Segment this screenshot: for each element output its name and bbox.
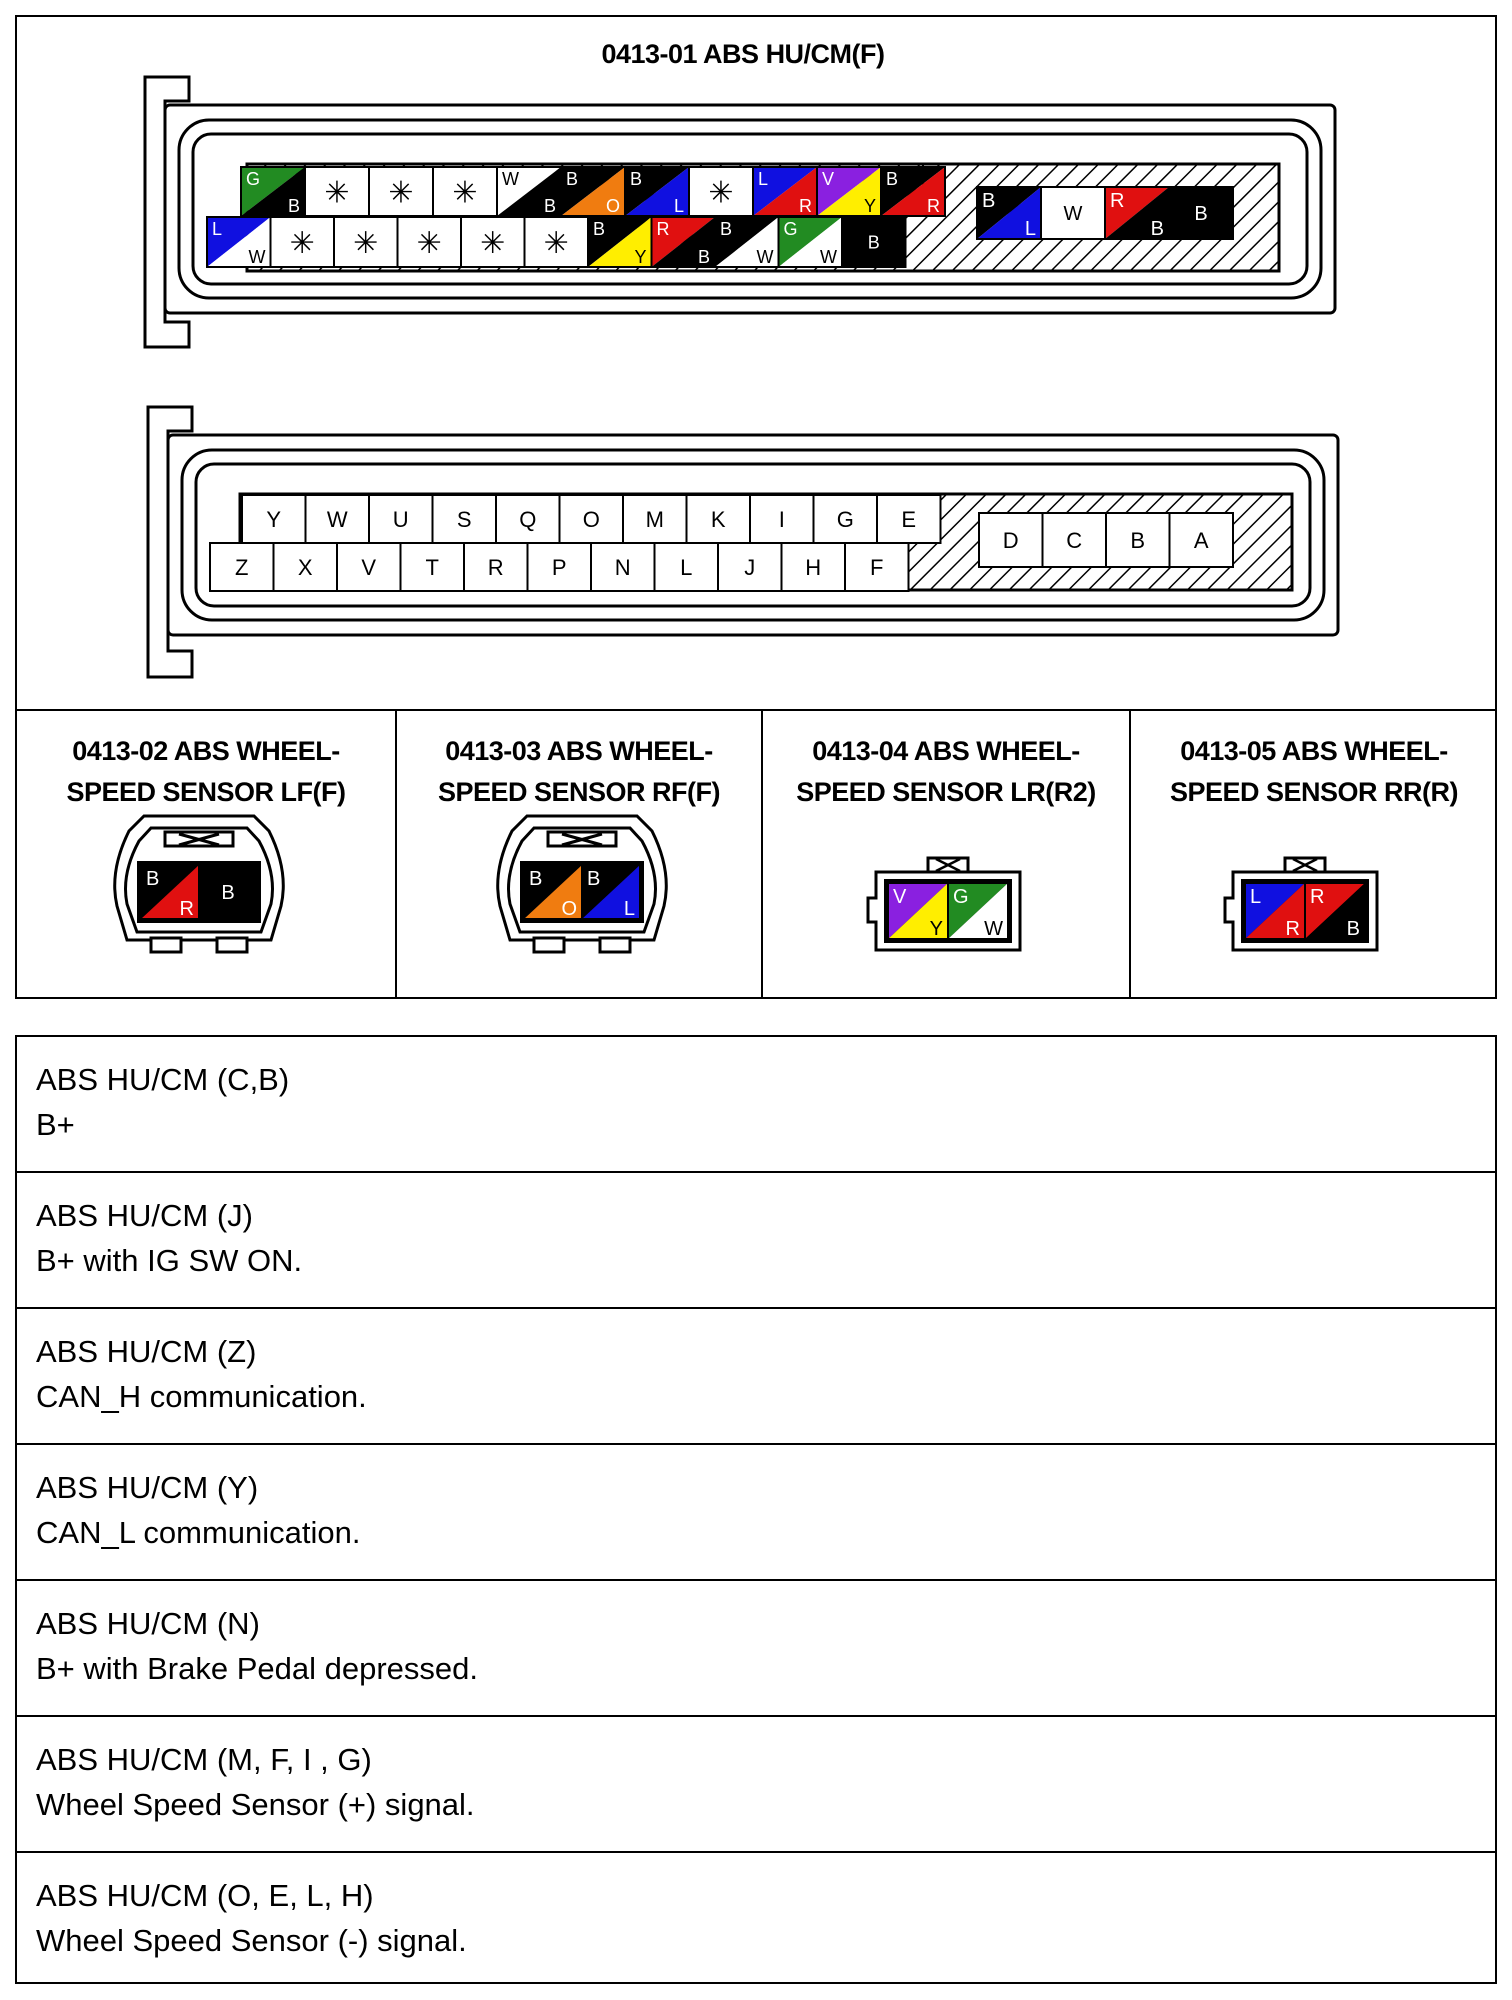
wire-color-label: L bbox=[623, 898, 635, 920]
wire-color-label: B bbox=[630, 169, 643, 189]
pin-letter: J bbox=[744, 555, 756, 580]
sensor-rr-cell bbox=[1129, 709, 1497, 999]
desc-text: B+ with IG SW ON. bbox=[36, 1243, 303, 1278]
unused-pin-mark: ✳ bbox=[324, 176, 350, 210]
pin-letter: R bbox=[487, 555, 504, 580]
wire-cell bbox=[1105, 187, 1169, 240]
wire-color-label: V bbox=[822, 169, 835, 189]
pin-letter: X bbox=[297, 555, 313, 580]
wire-cell bbox=[689, 167, 753, 216]
pin-letter: B bbox=[1130, 528, 1146, 553]
wire-color-label: L bbox=[758, 169, 769, 189]
pin-letter: S bbox=[456, 507, 472, 532]
wire-color-label: R bbox=[927, 196, 940, 216]
wire-cell bbox=[1305, 883, 1365, 940]
wire-cell bbox=[241, 167, 305, 216]
desc-row bbox=[17, 1309, 1495, 1445]
desc-pins: ABS HU/CM (M, F, I , G) bbox=[36, 1742, 372, 1777]
wire-cell bbox=[652, 217, 716, 267]
wire-cell bbox=[779, 217, 843, 267]
wire-color-label: L bbox=[1250, 886, 1262, 908]
wire-color-label: Y bbox=[634, 247, 647, 267]
pin-cell bbox=[242, 495, 306, 543]
pin-letter: Y bbox=[266, 507, 282, 532]
wire-color-label: L bbox=[673, 196, 684, 216]
unused-pin-mark: ✳ bbox=[353, 227, 379, 260]
pin-letter: N bbox=[614, 555, 631, 580]
desc-row bbox=[17, 1717, 1495, 1853]
wire-color-label: O bbox=[561, 898, 577, 920]
sensor-rf-cell bbox=[395, 709, 761, 999]
pin-cell bbox=[337, 543, 401, 591]
pin-cell bbox=[687, 495, 751, 543]
wire-cell bbox=[888, 883, 948, 940]
wire-cell bbox=[271, 217, 335, 267]
wire-color-label: B bbox=[221, 882, 235, 904]
desc-row bbox=[17, 1037, 1495, 1173]
wire-color-label: W bbox=[756, 247, 774, 267]
pin-letter: E bbox=[901, 507, 917, 532]
unused-pin-mark: ✳ bbox=[452, 176, 478, 210]
pin-cell bbox=[464, 543, 528, 591]
sensor-rf-connector bbox=[397, 711, 763, 999]
pin-cell bbox=[369, 495, 433, 543]
wire-color-label: R bbox=[656, 219, 670, 239]
wire-color-label: O bbox=[605, 196, 620, 216]
wire-color-label: B bbox=[587, 868, 601, 890]
pin-cell bbox=[210, 543, 274, 591]
pin-letter: T bbox=[425, 555, 439, 580]
wire-color-label: B bbox=[867, 232, 880, 253]
pin-cell bbox=[1170, 513, 1234, 567]
wire-cell bbox=[433, 167, 497, 216]
main-connector-title: 0413-01 ABS HU/CM(F) bbox=[601, 39, 885, 69]
wire-cell bbox=[1245, 883, 1305, 940]
pin-cell bbox=[496, 495, 560, 543]
wire-color-label: R bbox=[1285, 918, 1300, 940]
wire-color-label: G bbox=[783, 219, 798, 239]
pin-cell bbox=[979, 513, 1043, 567]
wire-cell bbox=[461, 217, 525, 267]
unused-pin-mark: ✳ bbox=[543, 227, 569, 260]
pin-cell bbox=[845, 543, 909, 591]
wire-color-label: W bbox=[820, 247, 837, 267]
wire-color-label: B bbox=[886, 169, 899, 189]
wire-color-label: W bbox=[248, 247, 266, 267]
wire-color-label: V bbox=[893, 886, 907, 908]
sensor-rf-title: 0413-03 ABS WHEEL- SPEED SENSOR RF(F) bbox=[437, 736, 721, 807]
pin-cell bbox=[401, 543, 465, 591]
wire-cell bbox=[588, 217, 652, 267]
wire-cell bbox=[715, 217, 779, 267]
wire-cell bbox=[881, 167, 945, 216]
pin-cell bbox=[591, 543, 655, 591]
wire-color-label: B bbox=[1150, 218, 1164, 240]
sensor-lf-cell bbox=[17, 709, 395, 999]
wire-color-label: G bbox=[246, 169, 261, 189]
connector-panel bbox=[15, 15, 1497, 999]
wire-cell bbox=[625, 167, 689, 216]
pin-description-table bbox=[15, 1035, 1497, 1984]
desc-text: B+ with Brake Pedal depressed. bbox=[36, 1651, 479, 1686]
wire-color-label: Y bbox=[863, 196, 876, 216]
wire-cell bbox=[582, 865, 640, 920]
sensor-lf-connector bbox=[17, 711, 395, 999]
pin-letter: L bbox=[680, 555, 693, 580]
pin-letter: U bbox=[392, 507, 409, 532]
wire-color-label: L bbox=[1024, 218, 1036, 240]
unused-pin-mark: ✳ bbox=[388, 176, 414, 210]
wire-color-label: B bbox=[720, 219, 733, 239]
unused-pin-mark: ✳ bbox=[416, 227, 442, 260]
wire-cell bbox=[842, 217, 906, 267]
pin-cell bbox=[718, 543, 782, 591]
pin-letter: F bbox=[870, 555, 884, 580]
wire-color-label: W bbox=[502, 169, 519, 189]
pin-cell bbox=[750, 495, 814, 543]
wire-cell bbox=[948, 883, 1008, 940]
wire-cell bbox=[398, 217, 462, 267]
sensor-lr-cell bbox=[761, 709, 1129, 999]
desc-pins: ABS HU/CM (O, E, L, H) bbox=[36, 1878, 374, 1913]
desc-row bbox=[17, 1445, 1495, 1581]
pin-cell bbox=[877, 495, 941, 543]
wire-cell bbox=[141, 865, 199, 920]
pin-letter: K bbox=[710, 507, 726, 532]
wire-cell bbox=[524, 865, 582, 920]
pin-cell bbox=[782, 543, 846, 591]
wire-cell bbox=[561, 167, 625, 216]
wire-color-label: Y bbox=[929, 918, 943, 940]
wire-color-label: R bbox=[1110, 190, 1125, 212]
desc-pins: ABS HU/CM (Z) bbox=[36, 1334, 257, 1369]
pin-letter: Z bbox=[235, 555, 249, 580]
pin-letter: A bbox=[1193, 528, 1209, 553]
wire-color-label: B bbox=[1194, 203, 1208, 225]
wire-cell bbox=[1041, 187, 1105, 239]
wire-cell bbox=[1169, 187, 1233, 239]
sensor-lr-title: 0413-04 ABS WHEEL- SPEED SENSOR LR(R2) bbox=[796, 736, 1096, 807]
desc-row bbox=[17, 1853, 1495, 1982]
pin-cell bbox=[623, 495, 687, 543]
desc-pins: ABS HU/CM (C,B) bbox=[36, 1062, 290, 1097]
pin-letter: M bbox=[645, 507, 664, 532]
unused-pin-mark: ✳ bbox=[480, 227, 506, 260]
wire-color-label: B bbox=[543, 196, 556, 216]
unused-pin-mark: ✳ bbox=[289, 227, 315, 260]
wire-color-label: B bbox=[1346, 918, 1360, 940]
wire-color-label: B bbox=[593, 219, 606, 239]
wire-cell bbox=[497, 167, 561, 216]
pin-letter: H bbox=[805, 555, 822, 580]
pin-cell bbox=[1106, 513, 1170, 567]
pin-cell bbox=[528, 543, 592, 591]
pin-cell bbox=[1043, 513, 1107, 567]
wire-cell bbox=[207, 217, 271, 267]
pin-letter: Q bbox=[519, 507, 537, 532]
desc-text: CAN_L communication. bbox=[36, 1515, 361, 1550]
pin-letter: O bbox=[582, 507, 600, 532]
wire-color-label: B bbox=[529, 868, 543, 890]
desc-row bbox=[17, 1173, 1495, 1309]
wire-cell bbox=[334, 217, 398, 267]
wire-color-label: B bbox=[146, 868, 160, 890]
pin-letter: C bbox=[1066, 528, 1083, 553]
wire-color-label: L bbox=[212, 219, 223, 239]
pin-letter: P bbox=[551, 555, 567, 580]
wire-cell bbox=[369, 167, 433, 216]
connector-diagrams bbox=[17, 17, 1497, 709]
unused-pin-mark: ✳ bbox=[708, 176, 734, 210]
desc-text: Wheel Speed Sensor (-) signal. bbox=[36, 1923, 467, 1958]
sensor-lr-connector bbox=[763, 711, 1131, 999]
sensor-lf-title: 0413-02 ABS WHEEL- SPEED SENSOR LF(F) bbox=[66, 736, 346, 807]
wire-color-label: B bbox=[982, 190, 996, 212]
desc-text: B+ bbox=[36, 1107, 75, 1142]
wire-color-label: G bbox=[953, 886, 969, 908]
wire-color-label: R bbox=[179, 898, 194, 920]
pin-cell bbox=[433, 495, 497, 543]
wire-cell bbox=[977, 187, 1041, 240]
wire-cell bbox=[753, 167, 817, 216]
wire-color-label: B bbox=[566, 169, 579, 189]
pin-letter: D bbox=[1002, 528, 1019, 553]
wire-color-label: W bbox=[984, 918, 1003, 940]
pin-letter: V bbox=[361, 555, 377, 580]
wire-color-label: B bbox=[697, 247, 710, 267]
pin-cell bbox=[306, 495, 370, 543]
pin-cell bbox=[814, 495, 878, 543]
wire-color-label: B bbox=[287, 196, 300, 216]
wire-cell bbox=[305, 167, 369, 216]
wire-color-label: R bbox=[799, 196, 812, 216]
sensor-rr-title: 0413-05 ABS WHEEL- SPEED SENSOR RR(R) bbox=[1169, 736, 1459, 807]
pin-cell bbox=[274, 543, 338, 591]
pin-cell bbox=[655, 543, 719, 591]
pin-letter: W bbox=[326, 507, 348, 532]
desc-pins: ABS HU/CM (J) bbox=[36, 1198, 253, 1233]
wire-cell bbox=[199, 865, 257, 919]
wire-cell bbox=[525, 217, 589, 267]
desc-pins: ABS HU/CM (Y) bbox=[36, 1470, 259, 1505]
wire-color-label: W bbox=[1063, 203, 1083, 225]
pin-letter: G bbox=[836, 507, 854, 532]
desc-row bbox=[17, 1581, 1495, 1717]
pin-cell bbox=[560, 495, 624, 543]
desc-pins: ABS HU/CM (N) bbox=[36, 1606, 260, 1641]
sensor-rr-connector bbox=[1131, 711, 1499, 999]
wire-color-label: R bbox=[1310, 886, 1325, 908]
desc-text: Wheel Speed Sensor (+) signal. bbox=[36, 1787, 475, 1822]
pin-letter: I bbox=[778, 507, 785, 532]
desc-text: CAN_H communication. bbox=[36, 1379, 367, 1414]
wire-cell bbox=[817, 167, 881, 216]
